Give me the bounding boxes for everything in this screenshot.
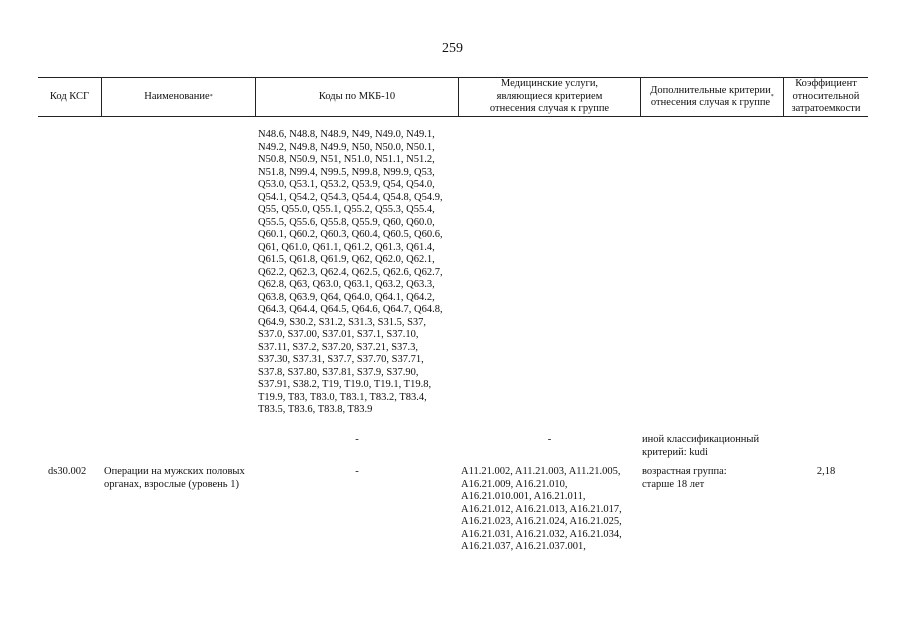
header-services: Медицинские услуги, являющиеся критерием отнесения случая к группе — [489, 78, 610, 115]
mkb-codes-dash: - — [355, 466, 359, 477]
cost-coefficient: 2,18 — [816, 466, 836, 477]
ksg-code: ds30.002 — [48, 466, 87, 477]
ksg-name: Операции на мужских половых органах, взрослые (уровень 1) — [104, 466, 245, 490]
header-code: Код КСГ — [49, 90, 90, 102]
header-mkb: Коды по МКБ-10 — [318, 90, 396, 102]
header-name: Наименование * — [144, 90, 213, 102]
page-number: 259 — [442, 41, 463, 56]
mkb-codes-dash: - — [355, 434, 359, 445]
additional-criteria: возрастная группа: старше 18 лет — [642, 466, 727, 490]
header-criteria: Дополнительные критерии отнесения случая к группе * — [650, 84, 774, 108]
additional-criteria: иной классификационный критерий: kudi — [642, 434, 760, 458]
mkb-codes-continued: N48.6, N48.8, N48.9, N49, N49.0, N49.1, N49.2, N49.8, N49.9, N50, N50.0, N50.1, N50.8, N50.9, N51, N51.0, N51.1, N51.2, N51.8, N99.4, N99.5, N99.8, N99.9, Q53, Q53.0, Q53.1, Q53.2, Q53.9, Q54, Q54.0, Q54.1, Q54.2, Q54.3, Q54.4, Q54.8, Q54.9, Q55, Q55.0, Q55.1, Q55.2, Q55.3, Q55.4, Q55.5, Q55.6, Q55.8, Q55.9, Q60, Q60.0, Q60.1, Q60.2, Q60.3, Q60.4, Q60.5, Q60.6, Q61, Q61.0, Q61.1, Q61.2, Q61.3, Q61.4, Q61.5, Q61.8, Q61.9, Q62, Q62.0, Q62.1, Q62.2, Q62.3, Q62.4, Q62.5, Q62.6, Q62.7, Q62.8, Q63, Q63.0, Q63.1, Q63.2, Q63.3, Q63.8, Q63.9, Q64, Q64.0, Q64.1, Q64.2, Q64.3, Q64.4, Q64.5, Q64.6, Q64.7, Q64.8, Q64.9, S30.2, S31.2, S31.3, S31.5, S37, S37.0, S37.00, S37.01, S37.1, S37.10, S37.11, S37.2, S37.20, S37.21, S37.3, S37.30, S37.31, S37.7, S37.70, S37.71, S37.8, S37.80, S37.81, S37.9, S37.90, S37.91, S38.2, T19, T19.0, T19.1, T19.8, T19.9, T83, T83.0, T83.1, T83.2, T83.4, T83.5, T83.6, T83.8, T83.9 — [258, 129, 443, 415]
header-coef: Коэффициент относительной затратоемкости — [791, 78, 861, 115]
services-dash: - — [547, 434, 552, 445]
medical-services: A11.21.002, A11.21.003, A11.21.005, A16.21.009, A16.21.010, A16.21.010.001, A16.21.011, A16.21.012, A16.21.013, A16.21.017, A16.21.023, A16.21.024, A16.21.025, A16.21.031, A16.21.032, A16.21.034, A16.21.037, A16.21.037.001, — [461, 466, 622, 552]
